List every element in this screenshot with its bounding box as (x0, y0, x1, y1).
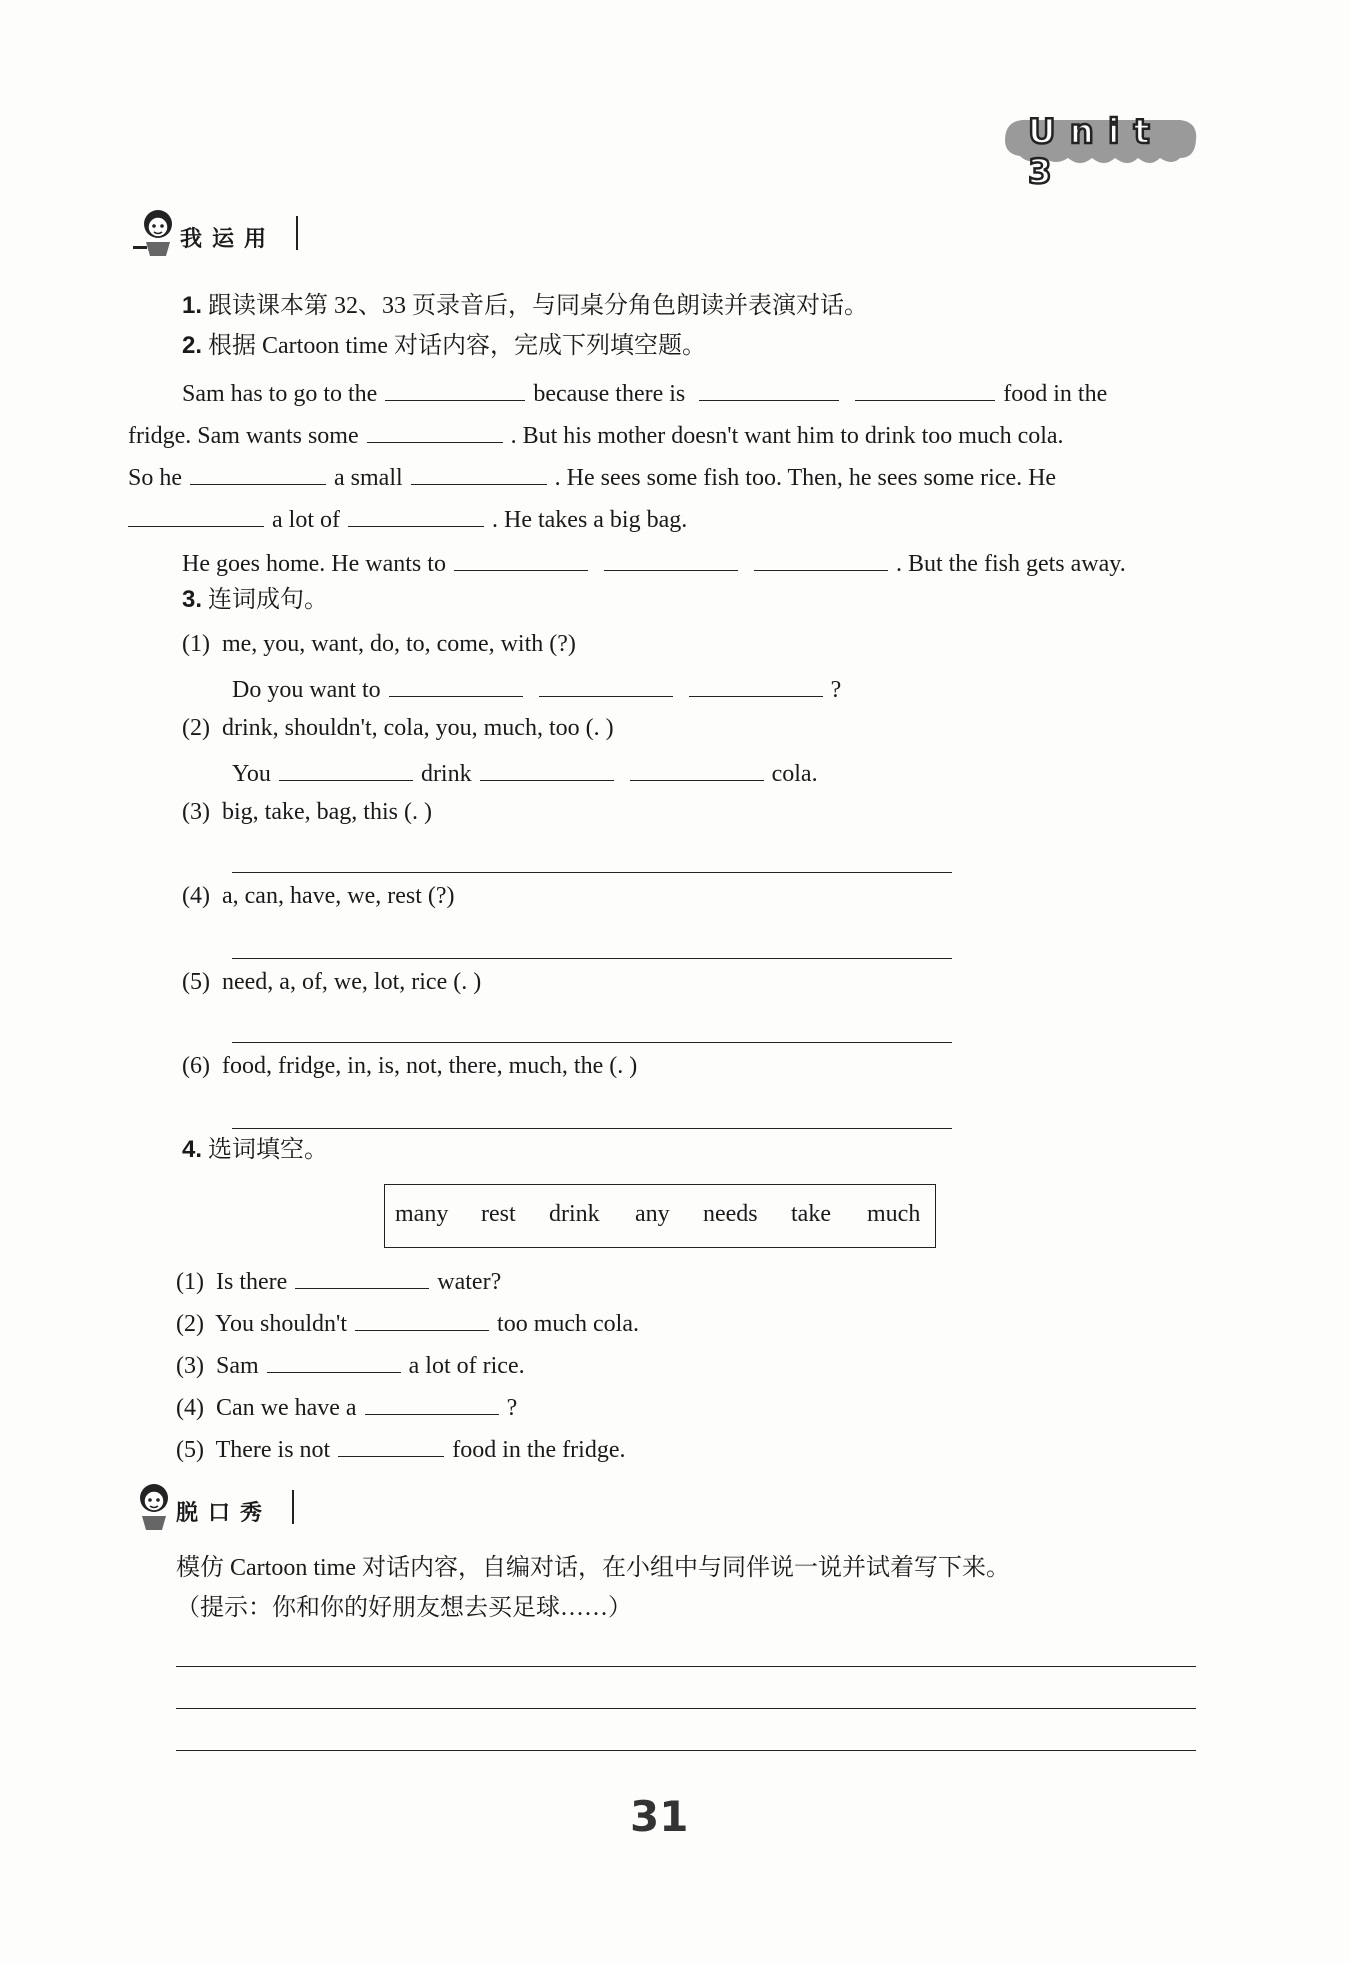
fill-blank[interactable] (689, 670, 823, 697)
answer-line[interactable] (232, 958, 952, 959)
fill-blank[interactable] (630, 754, 764, 781)
section-title-practice: 我运用 (180, 227, 277, 252)
passage-text: Sam has to go to the (182, 381, 378, 407)
section-header-talk (124, 1486, 324, 1532)
section-title-talk: 脱口秀 (176, 1501, 273, 1526)
task-3 (182, 584, 328, 616)
reorder-item-2 (182, 712, 614, 744)
answer-line[interactable] (232, 872, 952, 873)
passage-text: He goes home. He wants to (182, 551, 446, 577)
girl-mascot-icon (124, 1476, 178, 1536)
unit-header (1000, 110, 1200, 192)
fill-blank[interactable] (454, 544, 588, 571)
fill-blank[interactable] (190, 458, 326, 485)
reorder-item-5 (182, 966, 481, 998)
girl-mascot-icon (128, 202, 182, 262)
item-number: (5) (182, 969, 210, 995)
fill-blank[interactable] (348, 500, 484, 527)
word-bank-word: any (635, 1201, 670, 1227)
task-4-number: 4. (182, 1136, 203, 1163)
scrambled-words: me, you, want, do, to, come, with (?) (221, 631, 576, 657)
fill-item-5 (176, 1430, 626, 1466)
fill-blank[interactable] (128, 500, 264, 527)
item-number: (2) (176, 1311, 204, 1337)
task-1-number: 1. (182, 292, 203, 319)
task-4-text: 选词填空。 (208, 1137, 329, 1163)
word-bank-word: needs (703, 1201, 758, 1227)
passage-line-4 (128, 500, 687, 536)
reorder-answer-2 (232, 754, 818, 790)
answer-line[interactable] (232, 1128, 952, 1129)
fill-blank[interactable] (267, 1346, 401, 1373)
item-text: Is there (215, 1269, 288, 1295)
passage-text: So he (128, 465, 182, 491)
item-number: (2) (182, 715, 210, 741)
passage-text: fridge. Sam wants some (128, 423, 359, 449)
fill-blank[interactable] (754, 544, 888, 571)
passage-text: food in the (1003, 381, 1108, 407)
word-bank-word: drink (549, 1201, 600, 1227)
fill-item-2 (176, 1304, 639, 1340)
fill-blank[interactable] (389, 670, 523, 697)
item-number: (1) (176, 1269, 204, 1295)
scrambled-words: food, fridge, in, is, not, there, much, the (. ) (221, 1053, 638, 1079)
passage-text: . But the fish gets away. (895, 551, 1126, 577)
section-divider (292, 1490, 294, 1524)
fill-blank[interactable] (411, 458, 547, 485)
answer-suffix: ? (830, 677, 842, 703)
answer-suffix: cola. (771, 761, 818, 787)
reorder-answer-1 (232, 670, 841, 706)
fill-blank[interactable] (385, 374, 525, 401)
page-number: 31 (630, 1792, 689, 1841)
fill-blank[interactable] (855, 374, 995, 401)
fill-blank[interactable] (295, 1262, 429, 1289)
reorder-item-3 (182, 796, 432, 828)
item-number: (5) (176, 1437, 204, 1463)
scrambled-words: need, a, of, we, lot, rice (. ) (221, 969, 482, 995)
talk-hint: （提示：你和你的好朋友想去买足球……） (176, 1595, 632, 1621)
fill-blank[interactable] (480, 754, 614, 781)
item-text: There is not (215, 1437, 331, 1463)
answer-line[interactable] (232, 1042, 952, 1043)
item-text: water? (437, 1269, 502, 1295)
item-number: (3) (176, 1353, 204, 1379)
task-3-number: 3. (182, 586, 203, 613)
passage-text: a lot of (272, 507, 340, 533)
item-text: too much cola. (497, 1311, 639, 1337)
item-number: (6) (182, 1053, 210, 1079)
task-2-number: 2. (182, 332, 203, 359)
fill-item-1 (176, 1262, 501, 1298)
fill-blank[interactable] (279, 754, 413, 781)
passage-line-1 (182, 374, 1107, 410)
task-1-text: 跟读课本第 32、33 页录音后，与同桌分角色朗读并表演对话。 (208, 293, 869, 319)
word-bank-word: rest (481, 1201, 516, 1227)
passage-line-3 (128, 458, 1056, 494)
item-number: (4) (176, 1395, 204, 1421)
scrambled-words: drink, shouldn't, cola, you, much, too (. ) (221, 715, 614, 741)
passage-line-5 (182, 544, 1126, 580)
writing-line[interactable] (176, 1750, 1196, 1751)
fill-blank[interactable] (604, 544, 738, 571)
task-4 (182, 1134, 328, 1166)
passage-line-2 (128, 416, 1064, 452)
reorder-item-4 (182, 880, 455, 912)
reorder-item-1 (182, 628, 576, 660)
fill-blank[interactable] (699, 374, 839, 401)
item-number: (1) (182, 631, 210, 657)
talk-instruction: 模仿 Cartoon time 对话内容，自编对话，在小组中与同伴说一说并试着写下来。 (176, 1555, 1010, 1581)
item-text: Can we have a (215, 1395, 357, 1421)
item-text: You shouldn't (215, 1311, 348, 1337)
passage-text: . He sees some fish too. Then, he sees some rice. He (554, 465, 1057, 491)
item-text: a lot of rice. (408, 1353, 525, 1379)
word-bank (384, 1184, 936, 1248)
task-3-text: 连词成句。 (208, 587, 329, 613)
unit-title: Unit 3 (1028, 112, 1164, 192)
answer-middle: drink (420, 761, 472, 787)
task-2 (182, 330, 706, 362)
passage-text: . But his mother doesn't want him to drink too much cola. (510, 423, 1064, 449)
fill-blank[interactable] (355, 1304, 489, 1331)
fill-item-3 (176, 1346, 525, 1382)
item-number: (4) (182, 883, 210, 909)
word-bank-word: take (791, 1201, 831, 1227)
task-1 (182, 290, 868, 322)
passage-text: a small (334, 465, 403, 491)
writing-line[interactable] (176, 1666, 1196, 1667)
passage-text: because there is (533, 381, 686, 407)
scrambled-words: a, can, have, we, rest (?) (221, 883, 455, 909)
fill-blank[interactable] (539, 670, 673, 697)
task-2-text: 根据 Cartoon time 对话内容，完成下列填空题。 (208, 333, 706, 359)
scrambled-words: big, take, bag, this (. ) (221, 799, 432, 825)
section-divider (296, 216, 298, 250)
reorder-item-6 (182, 1050, 637, 1082)
word-bank-word: much (867, 1201, 921, 1227)
fill-blank[interactable] (365, 1388, 499, 1415)
fill-blank[interactable] (367, 416, 503, 443)
fill-item-4 (176, 1388, 517, 1424)
item-text: ? (506, 1395, 518, 1421)
item-text: Sam (215, 1353, 259, 1379)
writing-line[interactable] (176, 1708, 1196, 1709)
word-bank-word: many (395, 1201, 449, 1227)
item-number: (3) (182, 799, 210, 825)
fill-blank[interactable] (338, 1430, 444, 1457)
answer-prefix: Do you want to (232, 677, 381, 703)
passage-text: . He takes a big bag. (491, 507, 688, 533)
answer-prefix: You (232, 761, 271, 787)
item-text: food in the fridge. (452, 1437, 626, 1463)
section-header-practice (128, 212, 328, 258)
